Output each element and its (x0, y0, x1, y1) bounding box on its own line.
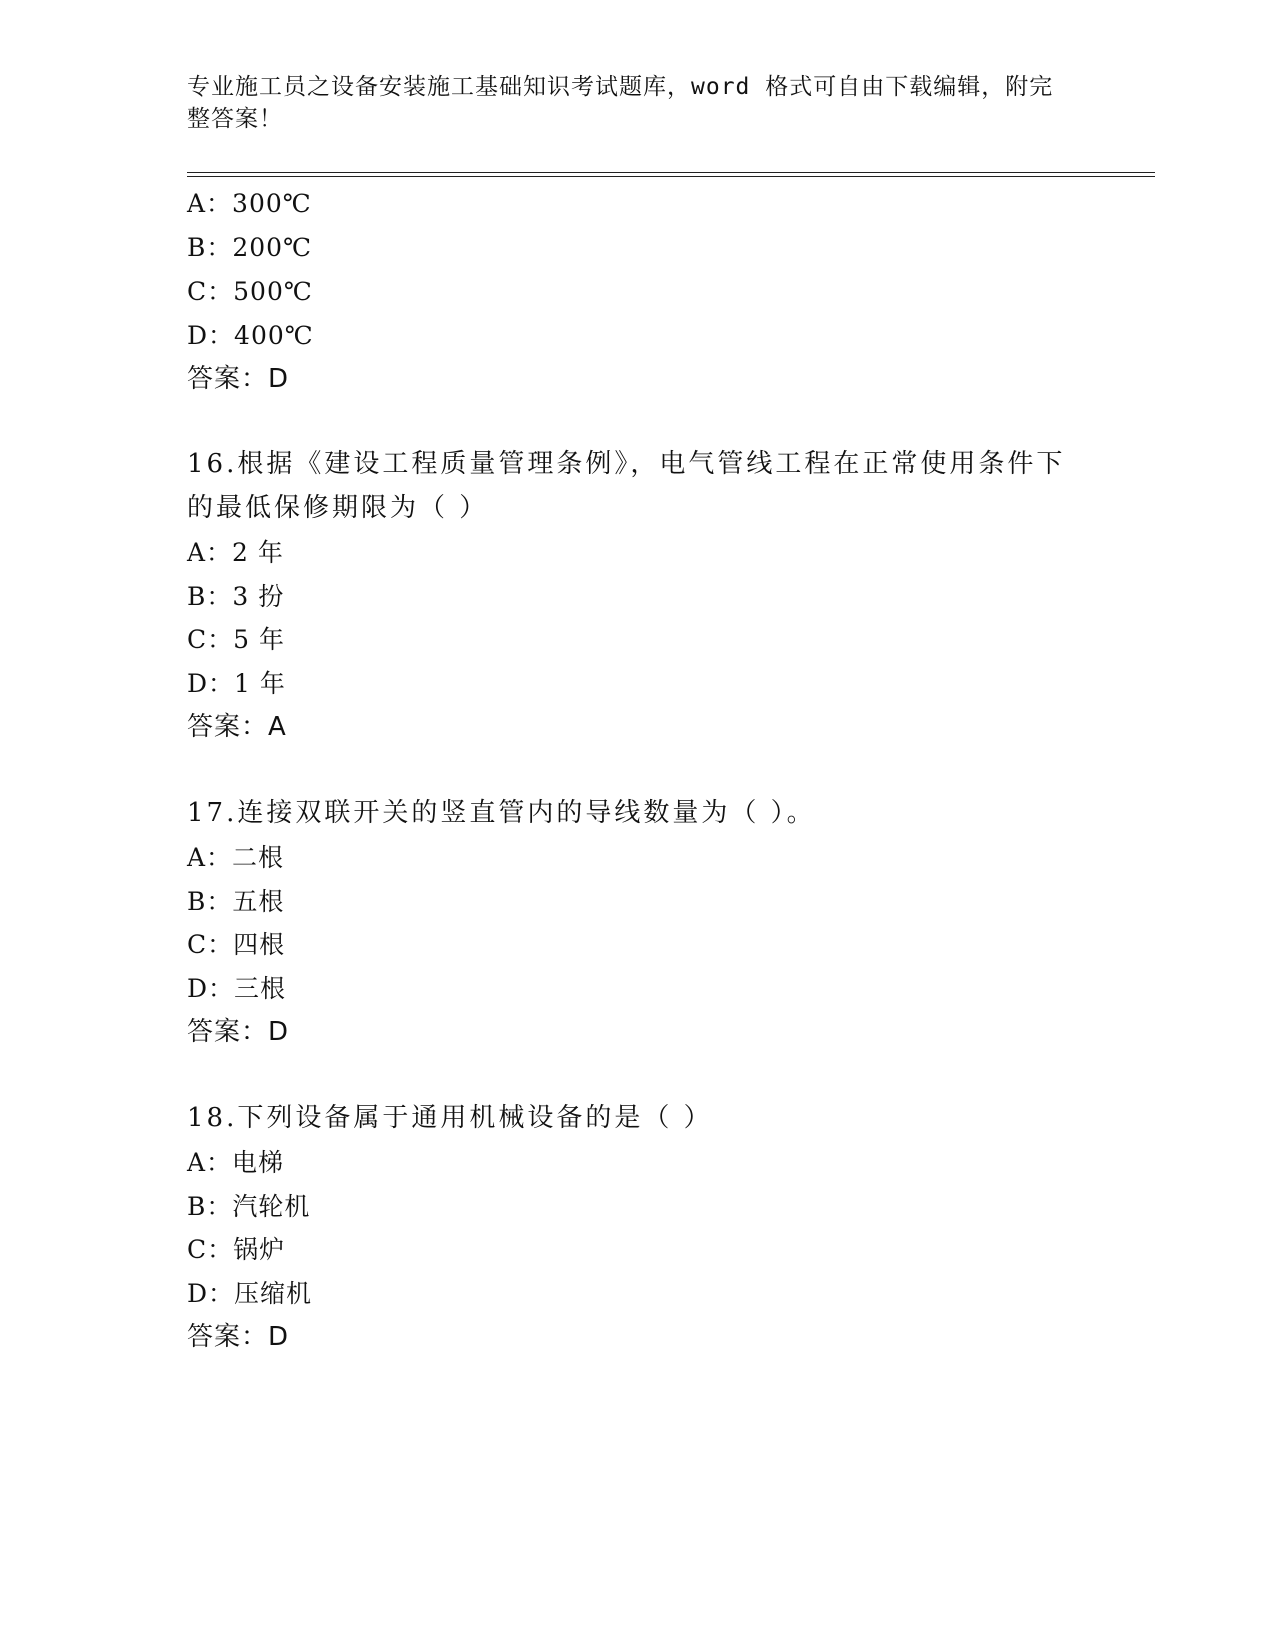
q16-option-c: C：5 年 (187, 625, 285, 654)
q15-option-a: A：300℃ (187, 189, 312, 218)
q17-option-d: D：三根 (187, 974, 287, 1003)
header-rule-top (187, 172, 1155, 173)
q18-option-a: A：电梯 (187, 1148, 285, 1177)
q18-stem: 18.下列设备属于通用机械设备的是（ ） (187, 1103, 713, 1133)
q15-option-d: D：400℃ (187, 321, 314, 350)
q16-stem-line-1: 16.根据《建设工程质量管理条例》，电气管线工程在正常使用条件下 (187, 449, 1066, 479)
q18-option-b: B：汽轮机 (187, 1192, 311, 1221)
q18-answer: 答案：D (187, 1322, 290, 1352)
q17-option-c: C：四根 (187, 930, 286, 959)
q16-option-d: D：1 年 (187, 669, 286, 698)
header-rule-bottom (187, 176, 1155, 177)
q17-option-b: B：五根 (187, 887, 285, 916)
q15-option-b: B：200℃ (187, 233, 313, 262)
q16-option-a: A：2 年 (187, 538, 284, 567)
q17-answer: 答案：D (187, 1017, 290, 1047)
q16-option-b: B：3 扮 (187, 582, 285, 611)
q16-answer: 答案：A (187, 712, 287, 742)
q17-option-a: A：二根 (187, 843, 285, 872)
q15-option-c: C：500℃ (187, 277, 313, 306)
header-title-line-1: 专业施工员之设备安装施工基础知识考试题库，word 格式可自由下载编辑，附完 (187, 74, 1054, 100)
q18-option-d: D：压缩机 (187, 1279, 313, 1308)
q15-answer: 答案：D (187, 364, 290, 394)
header-title-line-2: 整答案！ (187, 106, 283, 132)
q16-stem-line-2: 的最低保修期限为（ ） (187, 493, 489, 523)
q17-stem: 17.连接双联开关的竖直管内的导线数量为（ ）。 (187, 798, 816, 828)
q18-option-c: C：锅炉 (187, 1235, 286, 1264)
